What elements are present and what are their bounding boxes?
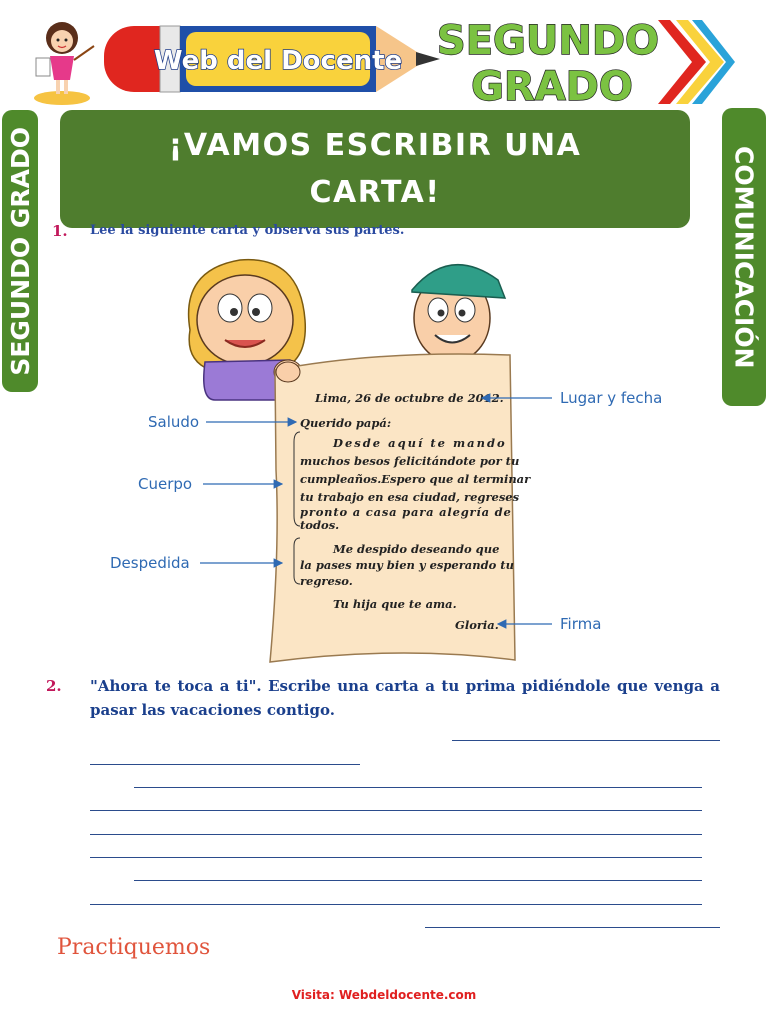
writing-line[interactable] (90, 904, 702, 905)
label-firma: Firma (560, 615, 602, 633)
label-lugar-fecha: Lugar y fecha (560, 389, 663, 407)
exercise2-number: 2. (46, 677, 62, 695)
letter-body-line: Desde aquí te mando (333, 436, 507, 450)
grade-line1: SEGUNDO (436, 18, 660, 64)
writing-line[interactable] (90, 834, 702, 835)
letter-closing: Tu hija que te ama. (333, 597, 457, 611)
grade-line2: GRADO (471, 64, 633, 110)
writing-line[interactable] (90, 764, 360, 765)
letter-body-line: cumpleaños.Espero que al terminar (300, 472, 531, 486)
letter-greeting: Querido papá: (300, 416, 392, 430)
writing-line[interactable] (452, 740, 720, 741)
exercise1-text: Lee la siguiente carta y observa sus partes. (90, 223, 405, 238)
letter-place-date: Lima, 26 de octubre de 2012. (315, 391, 504, 405)
exercise1-number: 1. (52, 222, 68, 240)
letter-body-line: pronto a casa para alegría de (300, 505, 512, 519)
letter-signature: Gloria. (455, 618, 499, 632)
label-saludo: Saludo (148, 413, 200, 431)
label-cuerpo: Cuerpo (138, 475, 193, 493)
writing-line[interactable] (90, 810, 702, 811)
title-line2: CARTA! (309, 175, 441, 210)
logo-text: Web del Docente (153, 46, 403, 76)
practiquemos-text: Practiquemos (57, 935, 211, 960)
label-despedida: Despedida (110, 554, 190, 572)
letter-body-line: tu trabajo en esa ciudad, regreses (300, 490, 520, 504)
left-side-text: SEGUNDO GRADO (5, 126, 35, 376)
letter-body-line: todos. (300, 518, 340, 532)
right-side-text: COMUNICACIÓN (729, 145, 759, 369)
letter-farewell-line: Me despido deseando que (333, 542, 500, 556)
letter-farewell-line: regreso. (300, 574, 353, 588)
writing-line[interactable] (134, 880, 702, 881)
writing-line[interactable] (134, 787, 702, 788)
writing-line[interactable] (90, 857, 702, 858)
letter-body-line: muchos besos felicitándote por tu (300, 454, 520, 468)
visit-link[interactable]: Visita: Webdeldocente.com (291, 988, 477, 1002)
writing-line[interactable] (425, 927, 720, 928)
letter-farewell-line: la pases muy bien y esperando tu (300, 558, 514, 572)
exercise2-text: "Ahora te toca a ti". Escribe una carta a tu prima pidiéndole que venga a pasar las vacaciones contigo. (90, 677, 720, 719)
title-line1: ¡VAMOS ESCRIBIR UNA (168, 128, 582, 163)
